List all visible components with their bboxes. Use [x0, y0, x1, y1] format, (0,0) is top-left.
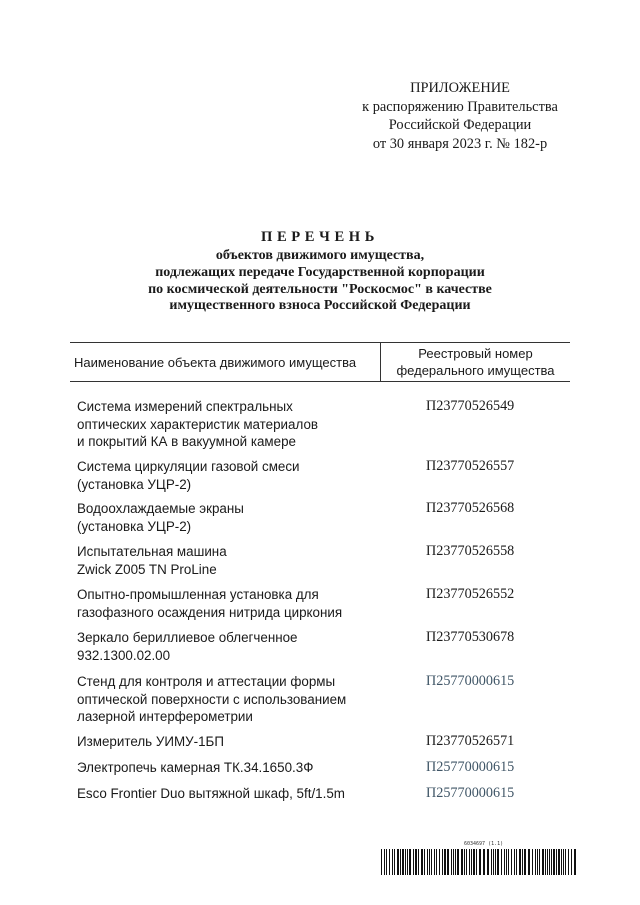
- barcode-icon: [380, 849, 578, 875]
- barcode-caption: 6034697 (1.1): [464, 841, 504, 847]
- registry-number: П23770530678: [426, 629, 515, 645]
- object-name-line: Измеритель УИМУ-1БП: [77, 734, 224, 749]
- column-header-number: [381, 343, 570, 381]
- table-header: [70, 342, 570, 382]
- registry-number: П23770526568: [426, 500, 515, 516]
- object-name-line: оптических характеристик материалов: [77, 416, 319, 432]
- registry-number: П23770526552: [426, 586, 515, 602]
- object-name-line: (установка УЦР-2): [77, 476, 192, 492]
- document-title: ПЕРЕЧЕНЬ: [261, 229, 379, 245]
- appendix-order-ref: к распоряжению Правительства: [362, 98, 558, 115]
- object-name-line: Система измерений спектральных: [77, 399, 293, 414]
- registry-number: П25770000615: [426, 759, 515, 775]
- registry-number: П23770526571: [426, 733, 515, 749]
- object-name-line: 932.1300.02.00: [77, 647, 171, 663]
- appendix-header: [330, 79, 590, 153]
- object-name-line: Стенд для контроля и аттестации формы: [77, 674, 336, 689]
- appendix-label: ПРИЛОЖЕНИЕ: [410, 80, 510, 96]
- object-name-line: (установка УЦР-2): [77, 518, 192, 534]
- object-name: [77, 458, 377, 493]
- object-name: [77, 785, 377, 803]
- registry-number: П23770526558: [426, 543, 515, 559]
- object-name: [77, 759, 377, 777]
- subtitle-line: по космической деятельности "Роскосмос" в качестве: [148, 281, 492, 297]
- object-name: [77, 733, 377, 751]
- column-header-number-line: Реестровый номер: [418, 346, 533, 361]
- registry-number: П23770526557: [426, 458, 515, 474]
- subtitle-line: имущественного взноса Российской Федерации: [169, 298, 471, 314]
- object-name-line: Зеркало бериллиевое облегченное: [77, 630, 298, 645]
- subtitle-line: подлежащих передаче Государственной корпорации: [155, 264, 485, 280]
- object-name-line: Esco Frontier Duo вытяжной шкаф, 5ft/1.5m: [77, 786, 345, 801]
- object-name: [77, 500, 377, 535]
- object-name-line: Zwick Z005 TN ProLine: [77, 561, 217, 577]
- object-name: [77, 673, 377, 726]
- object-name: [77, 629, 377, 664]
- object-name-line: Система циркуляции газовой смеси: [77, 459, 300, 474]
- object-name: [77, 398, 377, 451]
- object-name: [77, 543, 377, 578]
- appendix-date-number: от 30 января 2023 г. № 182-р: [372, 135, 548, 152]
- object-name-line: Электропечь камерная ТК.34.1650.3Ф: [77, 760, 314, 775]
- object-name-line: газофазного осаждения нитрида циркония: [77, 604, 343, 620]
- object-name: [77, 586, 377, 621]
- object-name-line: Опытно-промышленная установка для: [77, 587, 319, 602]
- registry-number: П25770000615: [426, 785, 515, 801]
- appendix-government: Российской Федерации: [388, 117, 532, 133]
- column-header-name: Наименование объекта движимого имущества: [70, 343, 381, 381]
- object-name-line: лазерной интерферометрии: [77, 709, 253, 724]
- registry-number: П25770000615: [426, 673, 515, 689]
- object-name-line: и покрытий КА в вакуумной камере: [77, 434, 296, 449]
- object-name-line: Водоохлаждаемые экраны: [77, 501, 244, 516]
- object-name-line: оптической поверхности с использованием: [77, 691, 347, 707]
- object-name-line: Испытательная машина: [77, 544, 227, 559]
- column-header-number-line: федерального имущества: [396, 363, 555, 378]
- registry-number: П23770526549: [426, 398, 515, 414]
- document-subtitle: [70, 248, 570, 315]
- subtitle-line: объектов движимого имущества,: [215, 248, 425, 263]
